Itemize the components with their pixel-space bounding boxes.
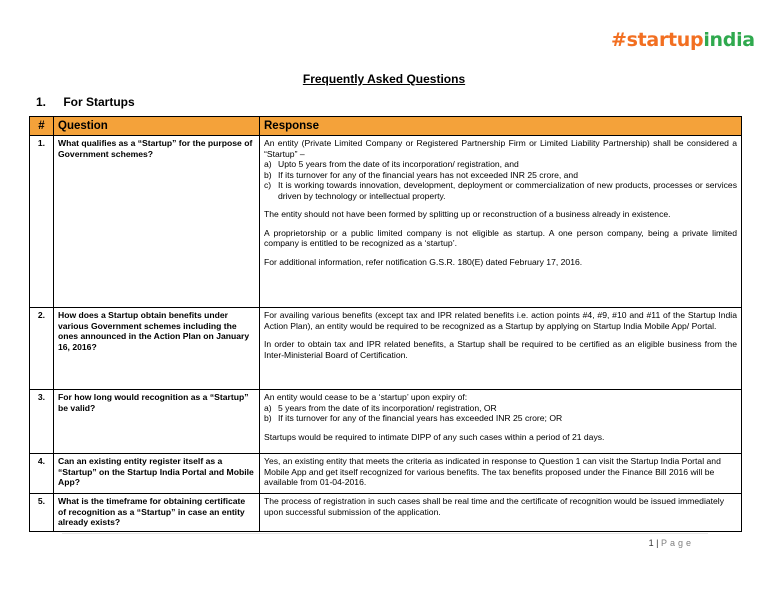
row-question: Can an existing entity register itself as a “Startup” on the Startup India Portal and Mobile App?	[54, 454, 260, 494]
table-row	[30, 454, 742, 494]
row-number: 2.	[30, 308, 54, 390]
response-paragraph: Yes, an existing entity that meets the criteria as indicated in response to Question 1 can visit the Startup India Portal and Mobile App and get itself recognized for various benefits. The tax benefits proposed under the Finance Bill 2016 will be available from 01-04-2016.	[264, 456, 721, 487]
response-paragraph: For availing various benefits (except tax and IPR related benefits i.e. action points #4, #9, #10 and #11 of the Startup India Action Plan), an entity would be required to be recognized as a Startup by applying on Startup India Mobile App/ Portal.	[264, 310, 737, 331]
page-separator: |	[656, 538, 659, 548]
list-item: b) If its turnover for any of the financial years has exceeded INR 25 crore; OR	[264, 413, 563, 423]
row-response	[260, 136, 742, 308]
response-paragraph: The entity should not have been formed by splitting up or reconstruction of a business already in existence.	[264, 209, 671, 219]
row-number: 4.	[30, 454, 54, 494]
page-number-value: 1	[648, 538, 654, 548]
section-title: For Startups	[63, 95, 135, 109]
section-number: 1.	[36, 95, 47, 109]
row-response	[260, 454, 742, 494]
row-number: 3.	[30, 390, 54, 454]
list-item: c) It is working towards innovation, development, deployment or commercialization of new products, processes or services driven by technology or intellectual property.	[264, 180, 737, 201]
response-paragraph: In order to obtain tax and IPR related benefits, a Startup shall be required to be certified as an eligible business from the Inter-Ministerial Board of Certification.	[264, 339, 737, 360]
response-paragraph: For additional information, refer notification G.S.R. 180(E) dated February 17, 2016.	[264, 256, 583, 267]
table-row	[30, 390, 742, 454]
row-response	[260, 308, 742, 390]
faq-table	[29, 116, 742, 532]
response-paragraph: An entity (Private Limited Company or Registered Partnership Firm or Limited Liability Partnership) shall be considered a “Startup” –	[264, 138, 737, 159]
response-list	[264, 159, 737, 201]
table-header-row	[30, 117, 742, 136]
response-list	[264, 403, 737, 424]
column-header-number: #	[30, 117, 54, 136]
list-item: b) If its turnover for any of the financial years has not exceeded INR 25 crore, and	[264, 169, 578, 180]
table-row	[30, 136, 742, 308]
row-question: What is the timeframe for obtaining certificate of recognition as a “Startup” in case an entity already exists?	[54, 494, 260, 532]
response-paragraph: Startups would be required to intimate DIPP of any such cases within a period of 21 days.	[264, 431, 605, 442]
table-row	[30, 308, 742, 390]
response-paragraph: The process of registration in such cases shall be real time and the certificate of recognition would be issued immediately upon successful submission of the application.	[264, 496, 725, 517]
page-label: Page	[660, 538, 694, 548]
column-header-response: Response	[260, 117, 742, 136]
footer-divider	[62, 533, 708, 534]
column-header-question: Question	[54, 117, 260, 136]
list-item: a) Upto 5 years from the date of its incorporation/ registration, and	[264, 159, 519, 169]
page-title: Frequently Asked Questions	[302, 72, 466, 86]
table-row	[30, 494, 742, 532]
section-heading	[36, 95, 135, 109]
page-number	[649, 538, 694, 548]
row-number: 5.	[30, 494, 54, 532]
row-question: For how long would recognition as a “Startup” be valid?	[54, 390, 260, 454]
list-item: a) 5 years from the date of its incorporation/ registration, OR	[264, 402, 497, 413]
row-question: What qualifies as a “Startup” for the purpose of Government schemes?	[54, 136, 260, 308]
row-number: 1.	[30, 136, 54, 308]
startupindia-logo: #startupindia	[611, 29, 755, 51]
row-question: How does a Startup obtain benefits under various Government schemes including the ones announced in the Action Plan on January 16, 2016?	[54, 308, 260, 390]
row-response	[260, 390, 742, 454]
response-paragraph: A proprietorship or a public limited company is not eligible as startup. A one person company, being a private limited company is entitled to be recognized as a ‘startup’.	[264, 227, 737, 248]
row-response	[260, 494, 742, 532]
response-paragraph: An entity would cease to be a ‘startup’ upon expiry of:	[264, 392, 468, 402]
